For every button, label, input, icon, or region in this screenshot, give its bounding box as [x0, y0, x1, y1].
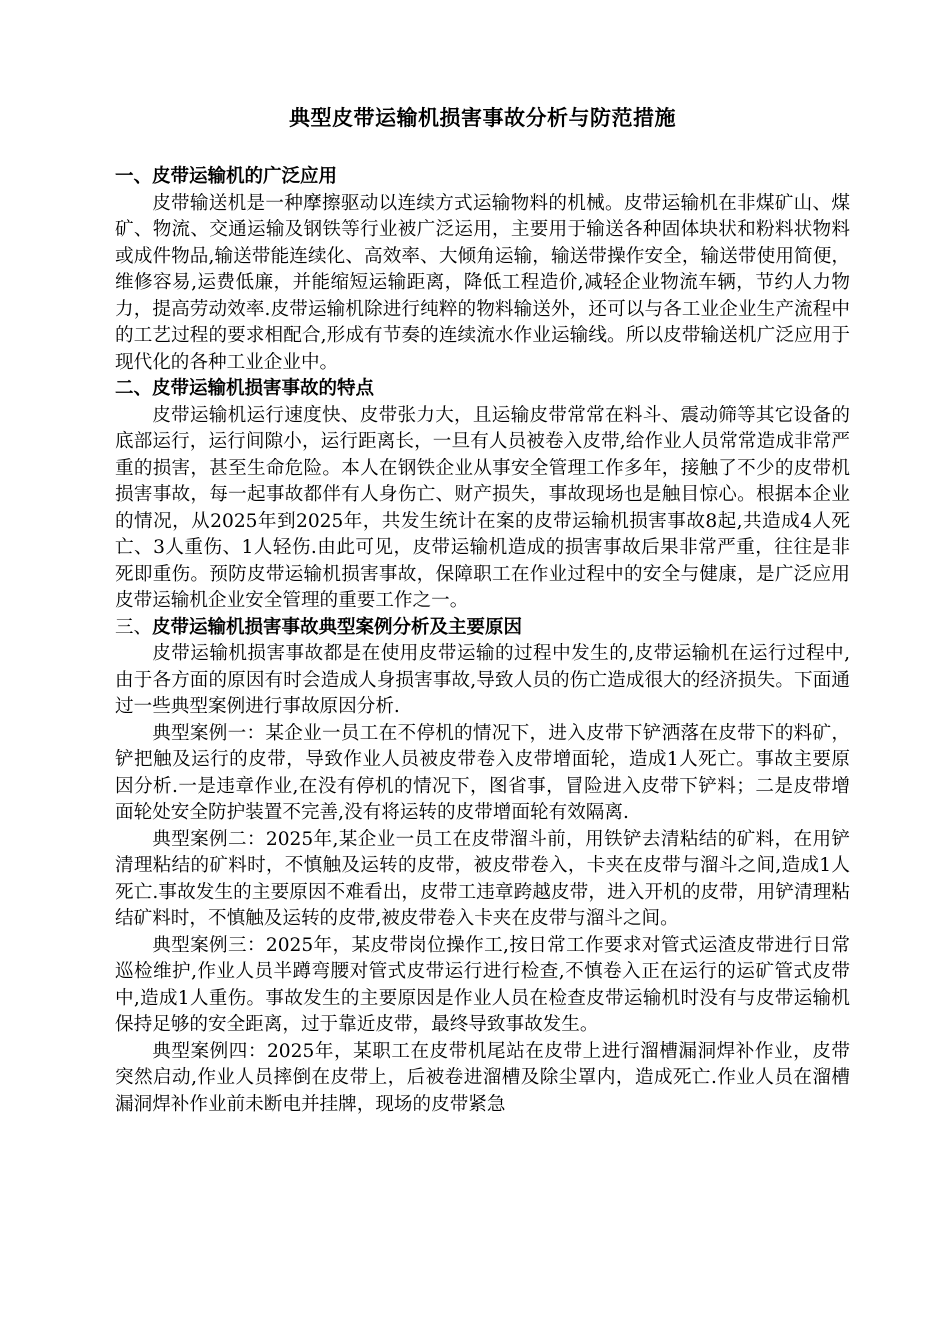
section-3	[115, 615, 850, 1119]
section-heading-text: 皮带运输机损害事故典型案例分析及主要原因	[152, 616, 523, 638]
paragraph: 皮带运输机运行速度快、皮带张力大，且运输皮带常常在料斗、震动筛等其它设备的底部运行，运行间隙小，运行距离长，一旦有人员被卷入皮带,给作业人员常常造成非常严重的损害，甚至生命危险。本人在钢铁企业从事安全管理工作多年，接触了不少的皮带机损害事故，每一起事故都伴有人身伤亡、财产损失，事故现场也是触目惊心。根据本企业的情况，从2025年到2025年，共发生统计在案的皮带运输机损害事故8起,共造成4人死亡、3人重伤、1人轻伤.由此可见，皮带运输机造成的损害事故后果非常严重，往往是非死即重伤。预防皮带运输机损害事故，保障职工在作业过程中的安全与健康，是广泛应用皮带运输机企业安全管理的重要工作之一。	[115, 404, 850, 611]
paragraph: 皮带输送机是一种摩擦驱动以连续方式运输物料的机械。皮带运输机在非煤矿山、煤矿、物流、交通运输及钢铁等行业被广泛运用，主要用于输送各种固体块状和粉料状物料或成件物品,输送带能连续化、高效率、大倾角运输，输送带操作安全，输送带使用简便，维修容易,运费低廉，并能缩短运输距离，降低工程造价,减轻企业物流车辆，节约人力物力，提高劳动效率.皮带运输机除进行纯粹的物料输送外，还可以与各工业企业生产流程中的工艺过程的要求相配合,形成有节奏的连续流水作业运输线。所以皮带输送机广泛应用于现代化的各种工业企业中。	[115, 192, 850, 373]
section-number: 三、	[115, 616, 153, 638]
paragraph-case-2: 典型案例二：2025年,某企业一员工在皮带溜斗前，用铁铲去清粘结的矿料，在用铲清理粘结的矿料时，不慎触及运转的皮带，被皮带卷入，卡夹在皮带与溜斗之间,造成1人死亡.事故发生的主要原因不难看出，皮带工违章跨越皮带，进入开机的皮带，用铲清理粘结矿料时，不慎触及运转的皮带,被皮带卷入卡夹在皮带与溜斗之间。	[115, 828, 850, 929]
paragraph-case-1: 典型案例一：某企业一员工在不停机的情况下，进入皮带下铲洒落在皮带下的料矿，铲把触及运行的皮带，导致作业人员被皮带卷入皮带增面轮，造成1人死亡。事故主要原因分析.一是违章作业,在没有停机的情况下，图省事，冒险进入皮带下铲料；二是皮带增面轮处安全防护装置不完善,没有将运转的皮带增面轮有效隔离.	[115, 722, 850, 823]
section-1	[115, 164, 850, 376]
section-2	[115, 376, 850, 615]
section-heading: 一、皮带运输机的广泛应用	[115, 166, 338, 187]
section-heading	[115, 615, 850, 642]
document-title: 典型皮带运输机损害事故分析与防范措施	[289, 106, 676, 130]
paragraph-case-4: 典型案例四：2025年，某职工在皮带机尾站在皮带上进行溜槽漏洞焊补作业，皮带突然启动,作业人员摔倒在皮带上，后被卷进溜槽及除尘罩内，造成死亡.作业人员在溜槽漏洞焊补作业前未断电并挂牌，现场的皮带紧急	[115, 1040, 850, 1115]
section-heading: 二、皮带运输机损害事故的特点	[115, 378, 375, 399]
paragraph: 皮带运输机损害事故都是在使用皮带运输的过程中发生的,皮带运输机在运行过程中,由于各方面的原因有时会造成人身损害事故,导致人员的伤亡造成很大的经济损失。下面通过一些典型案例进行事故原因分析.	[115, 643, 850, 717]
paragraph-case-3: 典型案例三：2025年，某皮带岗位操作工,按日常工作要求对管式运渣皮带进行日常巡检维护,作业人员半蹲弯腰对管式皮带运行进行检查,不慎卷入正在运行的运矿管式皮带中,造成1人重伤。事故发生的主要原因是作业人员在检查皮带运输机时没有与皮带运输机保持足够的安全距离，过于靠近皮带，最终导致事故发生。	[115, 934, 850, 1035]
